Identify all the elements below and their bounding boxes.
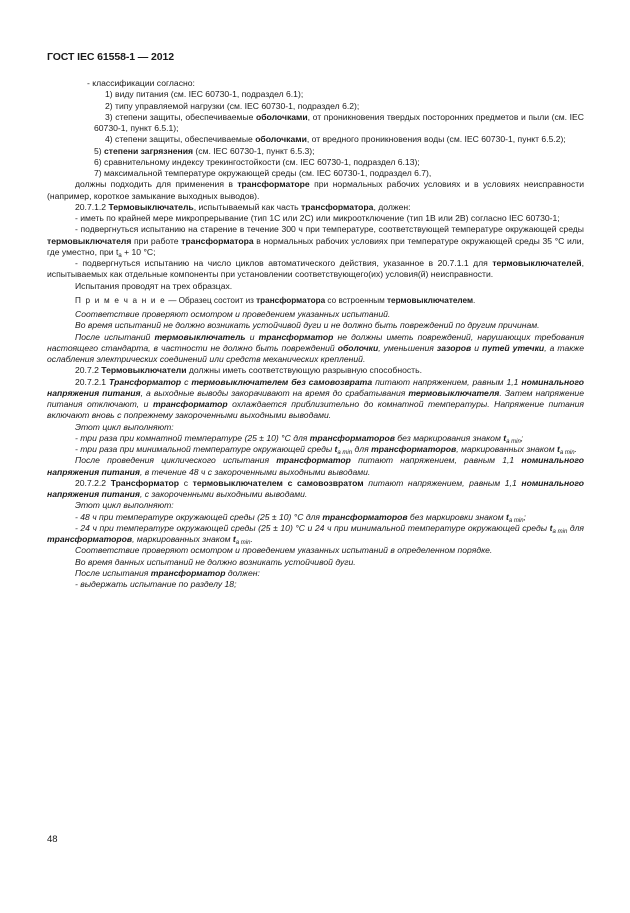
paragraph: должны подходить для применения в трансформаторе при нормальных рабочих условиях и в условиях неисправности (например, короткое замыкание выходных выводов). <box>47 179 584 201</box>
list-item: - выдержать испытание по разделу 18; <box>75 579 237 589</box>
list-item: 3) степени защиты, обеспечиваемые оболочками, от проникновения твердых посторонних предметов и пыли (см. IEC 60730-1, пункт 6.5.1); <box>94 111 584 133</box>
paragraph: Соответствие проверяют осмотром и проведением указанных испытаний в определенном порядке. <box>75 545 493 556</box>
paragraph: - подвергнуться испытанию на старение в течение 300 ч при температуре, соответствующей температуре окружающей среды термовыключателя при работе трансформатора в нормальных рабочих условиях при температуре окружающей среды 35 °С или, где уместно, при $t_a + 10$ °С; <box>47 224 584 259</box>
list-item: 6) сравнительному индексу трекингостойкости (см. IEC 60730-1, подраздел 6.13); <box>94 156 420 167</box>
page-body <box>47 78 584 590</box>
page-number: 48 <box>47 834 58 845</box>
list-item: 2) типу управляемой нагрузки (см. IEC 60730-1, подраздел 6.2); <box>105 100 360 111</box>
paragraph: Во время испытаний не должно возникать устойчивой дуги и не должно быть повреждений по другим причинам. <box>75 320 540 331</box>
document-header: ГОСТ IEC 61558-1 — 2012 <box>47 51 174 63</box>
paragraph: Испытания проводят на трех образцах. <box>75 280 233 291</box>
paragraph: После испытания трансформатор должен: <box>75 567 260 578</box>
note-label: П р и м е ч а н и е <box>75 295 166 305</box>
note: П р и м е ч а н и е — Образец состоит из трансформатора со встроенным термовыключателем. <box>75 295 476 305</box>
clause-20-7-2-1: 20.7.2.1 Трансформатор с термовыключателем без самовозврата питают напряжением, равным 1,1 номинального напряжения питания, а выходные выводы закорачивают на время до срабатывания термовыключателя. Затем напряжение питания отключают, и трансформатор охлаждается приблизительно до комнатной температуры. Напряжение питания включают вновь с попрежнему закороченными выходными выводами. <box>47 376 585 421</box>
list-item: 7) максимальной температуре окружающей среды (см. IEC 60730-1, подраздел 6.7), <box>94 168 432 178</box>
paragraph: Этот цикл выполняют: <box>75 500 174 511</box>
list-item: - 24 ч при температуре окружающей среды (25 ± 10) °С и 24 ч при минимальной температуре окружающей среды $t_{a min}$ для трансформаторов, маркированных знаком $t_{a min}$. <box>47 522 585 546</box>
paragraph: - классификации согласно: <box>87 78 195 88</box>
list-item: - 48 ч при температуре окружающей среды (25 ± 10) °С для трансформаторов без маркировки знаком $t_{a min}$; <box>75 511 526 524</box>
clause-20-7-2: 20.7.2 Термовыключатели должны иметь соответствующую разрывную способность. <box>75 365 422 376</box>
list-item: - три раза при минимальной температуре окружающей среды $t_{a min}$ для трансформаторов, маркированных знаком $t_{a min}$. <box>75 444 577 456</box>
list-item: 1) виду питания (см. IEC 60730-1, подраздел 6.1); <box>105 89 304 100</box>
clause-20-7-2-2: 20.7.2.2 Трансформатор с термовыключателем с самовозвратом питают напряжением, равным 1,1 номинального напряжения питания, с закороченными выходными выводами. <box>47 477 585 499</box>
paragraph: Соответствие проверяют осмотром и проведением указанных испытаний. <box>75 309 391 319</box>
paragraph: После испытаний термовыключатель и трансформатор не должны иметь повреждений, нарушающих требования настоящего стандарта, в частности не должно быть повреждений оболочки, уменьшения зазоров и путей утечки, а также ослабления электрических соединений или средств механических креплений. <box>47 331 584 364</box>
paragraph: После проведения циклического испытания трансформатор питают напряжением, равным 1,1 номинального напряжения питания, в течение 48 ч с закороченными выходными выводами. <box>47 455 585 477</box>
paragraph: - подвергнуться испытанию на число циклов автоматического действия, указанное в 20.7.1.1 для термовыключателей, испытываемых как отдельные компоненты при установлении соответствующего(их) условия(й) неисправности. <box>47 258 584 280</box>
paragraph: Этот цикл выполняют: <box>75 421 174 432</box>
paragraph: - иметь по крайней мере микропрерывание (тип 1С или 2С) или микроотключение (тип 1В или 2В) согласно IEC 60730-1; <box>75 213 560 223</box>
list-item: - три раза при комнатной температуре (25 ± 10) °С для трансформаторов без маркирования знаком $t_{a min}$; <box>75 432 524 445</box>
list-item: 4) степени защиты, обеспечиваемые оболочками, от вредного проникновения воды (см. IEC 60730-1, пункт 6.5.2); <box>105 134 566 145</box>
list-item: 5) степени загрязнения (см. IEC 60730-1, пункт 6.5.3); <box>94 145 315 156</box>
clause-20-7-1-2: 20.7.1.2 Термовыключатель, испытываемый как часть трансформатора, должен: <box>75 201 411 212</box>
paragraph: Во время данных испытаний не должно возникать устойчивой дуги. <box>75 556 356 567</box>
